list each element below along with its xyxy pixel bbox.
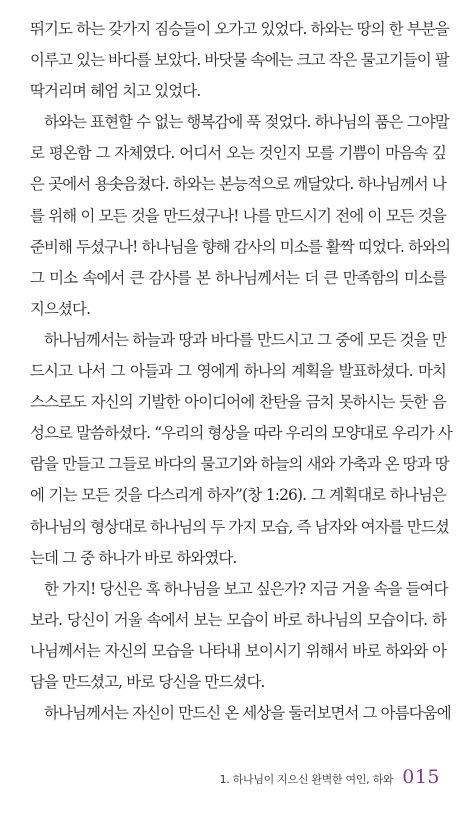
page-footer [220, 766, 440, 788]
paragraph-2 [30, 107, 451, 325]
text-line: 에 기는 모든 것을 다스리게 하자”(창 1:26). 그 계획대로 하나님은 [30, 486, 446, 505]
text-line: 하나님께서는 하늘과 땅과 바다를 만드시고 그 중에 모든 것을 만 [44, 330, 446, 349]
text-line: 하나님께서는 자신이 만드신 온 세상을 둘러보면서 그 아름다움에 [44, 704, 451, 723]
text-line: 드시고 나서 그 아들과 그 영에게 하나의 계획을 발표하셨다. 마치 [30, 362, 446, 381]
text-line: 람을 만들고 그들로 바다의 물고기와 하늘의 새와 가축과 온 땅과 땅 [30, 455, 449, 474]
text-line: 준비해 두셨구나! 하나님을 향해 감사의 미소를 활짝 띠었다. 하와의 [30, 237, 451, 256]
text-line: 성으로 말씀하셨다. “우리의 형상을 따라 우리의 모양대로 우리가 사 [30, 424, 452, 443]
text-line: 뛰기도 하는 갖가지 짐승들이 오가고 있었다. 하와는 땅의 한 부분을 [30, 20, 449, 38]
text-line: 로 평온함 그 자체였다. 어디서 오는 것인지 모를 기쁨이 마음속 깊 [30, 144, 446, 163]
text-line: 나님께서는 자신의 모습을 나타내 보이시기 위해서 바로 하와와 아 [30, 641, 446, 660]
text-line: 는데 그 중 하나가 바로 하와였다. [30, 548, 237, 567]
text-line: 한 가지! 당신은 혹 하나님을 보고 싶은가? 지금 거울 속을 들여다 [44, 579, 448, 598]
running-title: 1. 하나님이 지으신 완벽한 여인, 하와 [219, 773, 394, 786]
text-line: 담을 만드셨고, 바로 당신을 만드셨다. [30, 672, 265, 691]
paragraph-3 [30, 325, 452, 574]
body-text [30, 14, 452, 729]
paragraph-5 [30, 698, 451, 729]
text-line: 하와는 표현할 수 없는 행복감에 푹 젖었다. 하나님의 품은 그야말 [44, 113, 449, 132]
paragraph-4 [30, 574, 446, 698]
text-line: 딱거리며 헤엄 치고 있었다. [30, 82, 201, 101]
text-line: 이루고 있는 바다를 보았다. 바닷물 속에는 크고 작은 물고기들이 팔 [30, 51, 449, 70]
text-line: 보라. 당신이 거울 속에서 보는 모습이 바로 하나님의 모습이다. 하 [30, 610, 446, 629]
text-line: 그 미소 속에서 큰 감사를 본 하나님께서는 더 큰 만족함의 미소를 [30, 268, 446, 287]
paragraph-1 [30, 14, 449, 107]
text-line: 지으셨다. [30, 299, 91, 318]
text-line: 은 곳에서 용솟음쳤다. 하와는 본능적으로 깨달았다. 하나님께서 나 [30, 175, 446, 194]
text-line: 하나님의 형상대로 하나님의 두 가지 모습, 즉 남자와 여자를 만드셨 [30, 517, 449, 536]
text-line: 를 위해 이 모든 것을 만드셨구나! 나를 만드시기 전에 이 모든 것을 [30, 206, 446, 225]
text-line: 스스로도 자신의 기발한 아이디어에 찬탄을 금치 못하시는 듯한 음 [30, 393, 446, 412]
page-number: 015 [402, 766, 440, 788]
